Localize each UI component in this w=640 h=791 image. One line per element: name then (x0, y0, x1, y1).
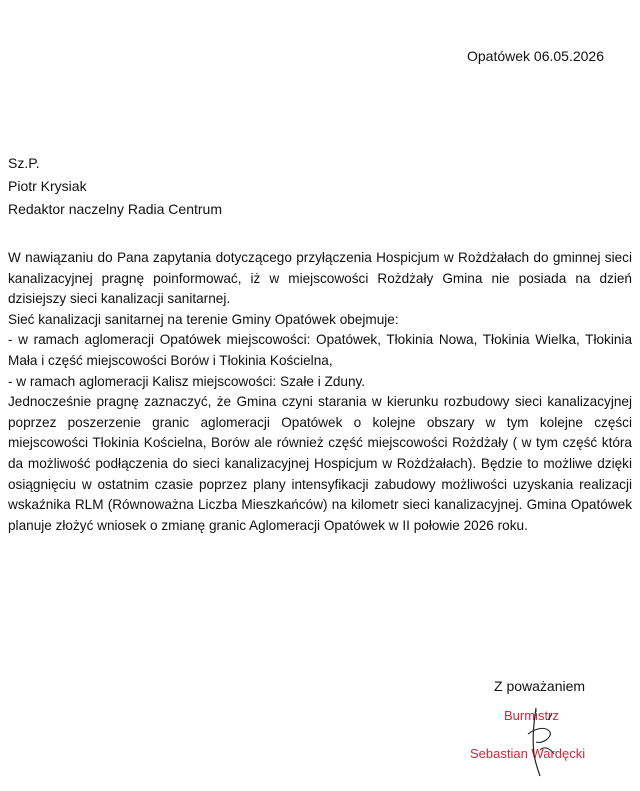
letter-date: Opatówek 06.05.2026 (467, 48, 604, 64)
stamp-name: Sebastian Wardęcki (470, 746, 586, 761)
stamp-title: Burmistrz (504, 708, 559, 723)
closing-greeting: Z poważaniem (494, 678, 586, 694)
paragraph-opatowek-agglomeration: - w ramach aglomeracji Opatówek miejscowości: Opatówek, Tłokinia Nowa, Tłokinia Wielka, Tłokinia Mała i część miejscowości Borów i Tłokinia Kościelna, (8, 332, 632, 368)
paragraph-kalisz-agglomeration: - w ramach aglomeracji Kalisz miejscowości: Szałe i Zduny. (8, 373, 366, 389)
paragraph-inquiry-response: W nawiązaniu do Pana zapytania dotyczącego przyłączenia Hospicjum w Rożdżałach do gminnej sieci kanalizacyjnej pragnę poinformować, iż w miejscowości Rożdżały Gmina nie posiada na dzień dzisiejszy sieci kanalizacji sanitarnej. (8, 250, 632, 307)
mayor-stamp (470, 700, 620, 780)
recipient-salutation: Sz.P. (8, 155, 40, 171)
recipient-name: Piotr Krysiak (8, 178, 87, 194)
paragraph-network-scope: Sieć kanalizacji sanitarnej na terenie Gminy Opatówek obejmuje: (8, 311, 399, 327)
letter-body (8, 248, 632, 536)
recipient-block (8, 152, 222, 221)
recipient-title: Redaktor naczelny Radia Centrum (8, 201, 222, 217)
paragraph-expansion-plans: Jednocześnie pragnę zaznaczyć, że Gmina czyni starania w kierunku rozbudowy sieci kanalizacyjnej poprzez poszerzenie granic aglomeracji Opatówek o kolejne obszary w tym kolejne części miejscowości Tłokinia Kościelna, Borów ale również część miejscowości Rożdżały ( w tym część która da możliwość podłączenia do sieci kanalizacyjnej Hospicjum w Rożdżałach). Będzie to możliwe dzięki osiągnięciu w ostatnim czasie poprzez plany intensyfikacji zabudowy możliwości uzyskania realizacji wskaźnika RLM (Równoważna Liczba Mieszkańców) na kilometr sieci kanalizacyjnej. Gmina Opatówek planuje złożyć wniosek o zmianę granic Aglomeracji Opatówek w II połowie 2026 roku. (8, 394, 632, 533)
